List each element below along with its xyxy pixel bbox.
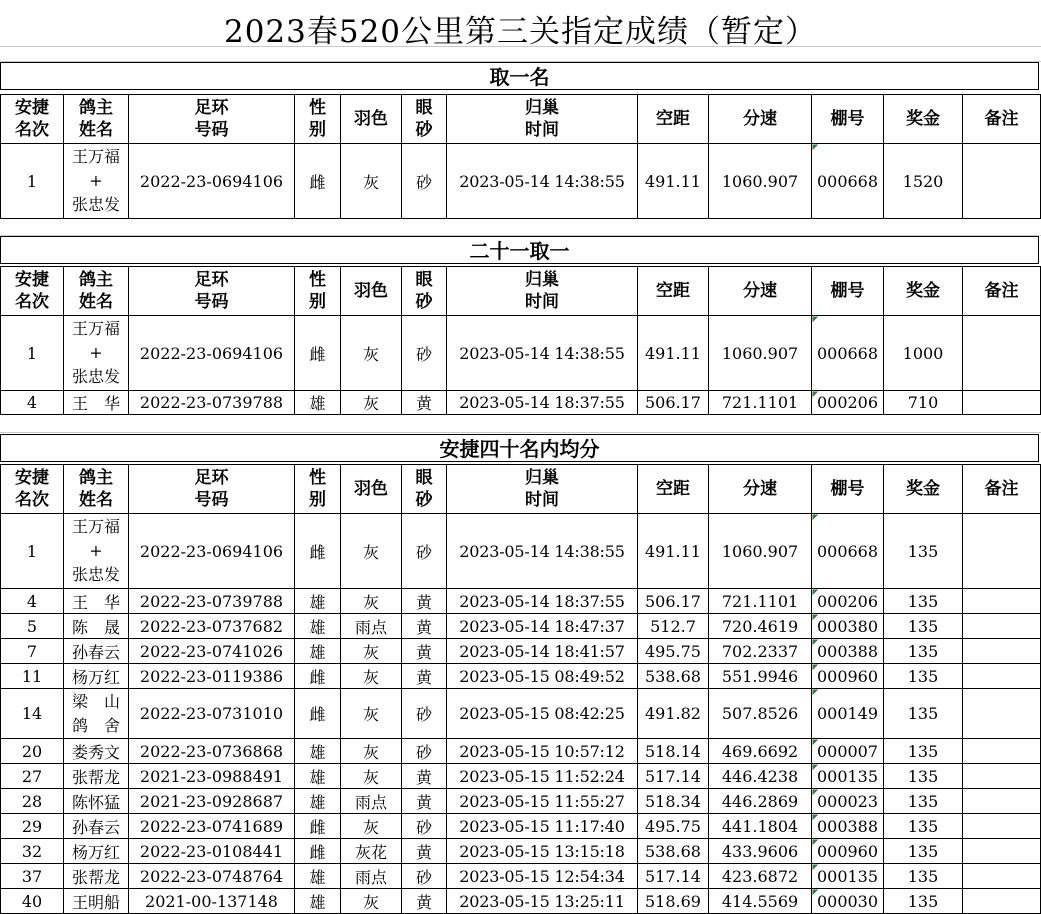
cell-eye: 黄 — [402, 889, 447, 914]
cell-eye: 砂 — [402, 144, 447, 219]
cell-distance: 512.7 — [638, 614, 709, 639]
cell-loft: 000388 — [812, 814, 884, 839]
cell-prize: 135 — [884, 589, 963, 614]
cell-speed: 469.6692 — [709, 739, 812, 764]
cell-loft: 000668 — [812, 316, 884, 391]
table-row — [1, 514, 1041, 589]
cell-prize: 135 — [884, 514, 963, 589]
cell-eye: 黄 — [402, 664, 447, 689]
cell-prize: 135 — [884, 789, 963, 814]
cell-sex: 雄 — [295, 739, 341, 764]
owner-name: 王万福 + 张忠发 — [71, 147, 120, 214]
column-header-color: 羽色 — [341, 465, 402, 514]
cell-rank: 29 — [1, 814, 64, 839]
cell-note — [963, 864, 1041, 889]
cell-ring: 2022-23-0748764 — [129, 864, 295, 889]
cell-prize: 135 — [884, 689, 963, 739]
results-table — [0, 94, 1041, 219]
cell-prize: 135 — [884, 639, 963, 664]
cell-loft: 000668 — [812, 144, 884, 219]
column-header-owner: 鸽主 姓名 — [64, 465, 129, 514]
cell-ring: 2022-23-0741689 — [129, 814, 295, 839]
cell-sex: 雄 — [295, 789, 341, 814]
cell-prize: 135 — [884, 839, 963, 864]
cell-time: 2023-05-15 10:57:12 — [447, 739, 638, 764]
header-row — [1, 95, 1041, 144]
results-table — [0, 464, 1041, 914]
cell-prize: 1000 — [884, 316, 963, 391]
cell-eye: 黄 — [402, 589, 447, 614]
table-row — [1, 589, 1041, 614]
table-row — [1, 864, 1041, 889]
cell-eye: 砂 — [402, 514, 447, 589]
cell-loft: 000135 — [812, 864, 884, 889]
cell-prize: 135 — [884, 614, 963, 639]
page-title: 2023春520公里第三关指定成绩（暂定） — [223, 14, 818, 50]
cell-speed: 507.8526 — [709, 689, 812, 739]
cell-speed: 423.6872 — [709, 864, 812, 889]
cell-distance: 518.34 — [638, 789, 709, 814]
cell-owner: 陈怀猛 — [64, 789, 129, 814]
cell-owner — [64, 689, 129, 739]
cell-time: 2023-05-14 14:38:55 — [447, 514, 638, 589]
cell-loft: 000007 — [812, 739, 884, 764]
cell-ring: 2022-23-0739788 — [129, 391, 295, 415]
cell-owner: 王 华 — [64, 589, 129, 614]
cell-time: 2023-05-15 11:55:27 — [447, 789, 638, 814]
cell-speed: 1060.907 — [709, 316, 812, 391]
column-header-color: 羽色 — [341, 95, 402, 144]
cell-prize: 135 — [884, 889, 963, 914]
cell-note — [963, 814, 1041, 839]
column-header-rank: 安捷 名次 — [1, 465, 64, 514]
cell-rank: 20 — [1, 739, 64, 764]
cell-sex: 雌 — [295, 689, 341, 739]
cell-note — [963, 316, 1041, 391]
cell-color: 灰花 — [341, 839, 402, 864]
table-row — [1, 689, 1041, 739]
cell-eye: 砂 — [402, 316, 447, 391]
cell-loft: 000388 — [812, 639, 884, 664]
cell-speed: 441.1804 — [709, 814, 812, 839]
cell-time: 2023-05-15 12:54:34 — [447, 864, 638, 889]
cell-note — [963, 514, 1041, 589]
cell-note — [963, 144, 1041, 219]
cell-distance: 491.11 — [638, 144, 709, 219]
cell-color: 雨点 — [341, 789, 402, 814]
cell-eye: 黄 — [402, 614, 447, 639]
cell-sex: 雌 — [295, 316, 341, 391]
column-header-ring: 足环 号码 — [129, 95, 295, 144]
cell-loft: 000206 — [812, 391, 884, 415]
cell-rank: 37 — [1, 864, 64, 889]
cell-color: 灰 — [341, 316, 402, 391]
column-header-sex: 性 别 — [295, 267, 341, 316]
cell-ring: 2022-23-0119386 — [129, 664, 295, 689]
cell-rank: 5 — [1, 614, 64, 639]
cell-rank: 28 — [1, 789, 64, 814]
table-row — [1, 814, 1041, 839]
cell-rank: 1 — [1, 316, 64, 391]
table-row — [1, 789, 1041, 814]
cell-sex: 雄 — [295, 614, 341, 639]
cell-owner: 娄秀文 — [64, 739, 129, 764]
cell-distance: 506.17 — [638, 391, 709, 415]
column-header-prize: 奖金 — [884, 267, 963, 316]
spacer-row — [0, 47, 1041, 62]
cell-eye: 黄 — [402, 839, 447, 864]
table-row — [1, 764, 1041, 789]
cell-distance: 538.68 — [638, 664, 709, 689]
cell-distance: 518.69 — [638, 889, 709, 914]
cell-speed: 721.1101 — [709, 589, 812, 614]
cell-ring: 2022-23-0694106 — [129, 144, 295, 219]
cell-color: 灰 — [341, 589, 402, 614]
table-row — [1, 316, 1041, 391]
cell-time: 2023-05-15 11:52:24 — [447, 764, 638, 789]
cell-note — [963, 639, 1041, 664]
cell-time: 2023-05-14 18:37:55 — [447, 589, 638, 614]
cell-speed: 702.2337 — [709, 639, 812, 664]
cell-speed: 720.4619 — [709, 614, 812, 639]
column-header-distance: 空距 — [638, 267, 709, 316]
cell-time: 2023-05-14 14:38:55 — [447, 316, 638, 391]
cell-color: 灰 — [341, 664, 402, 689]
cell-speed: 414.5569 — [709, 889, 812, 914]
column-header-eye: 眼 砂 — [402, 95, 447, 144]
column-header-color: 羽色 — [341, 267, 402, 316]
column-header-loft: 棚号 — [812, 465, 884, 514]
cell-owner — [64, 514, 129, 589]
cell-loft: 000135 — [812, 764, 884, 789]
cell-prize: 135 — [884, 864, 963, 889]
table-row — [1, 391, 1041, 415]
cell-time: 2023-05-15 13:25:11 — [447, 889, 638, 914]
cell-speed: 721.1101 — [709, 391, 812, 415]
cell-rank: 1 — [1, 144, 64, 219]
cell-time: 2023-05-14 18:47:37 — [447, 614, 638, 639]
cell-color: 灰 — [341, 639, 402, 664]
cell-rank: 14 — [1, 689, 64, 739]
cell-rank: 32 — [1, 839, 64, 864]
title-row — [0, 0, 1041, 50]
cell-loft: 000380 — [812, 614, 884, 639]
cell-rank: 1 — [1, 514, 64, 589]
header-row — [1, 267, 1041, 316]
cell-sex: 雌 — [295, 144, 341, 219]
cell-ring: 2021-23-0928687 — [129, 789, 295, 814]
cell-time: 2023-05-15 08:42:25 — [447, 689, 638, 739]
cell-sex: 雌 — [295, 664, 341, 689]
cell-note — [963, 789, 1041, 814]
cell-owner: 孙春云 — [64, 814, 129, 839]
column-header-sex: 性 别 — [295, 95, 341, 144]
cell-ring: 2021-23-0988491 — [129, 764, 295, 789]
cell-speed: 1060.907 — [709, 144, 812, 219]
cell-eye: 砂 — [402, 814, 447, 839]
column-header-time: 归巢 时间 — [447, 267, 638, 316]
cell-rank: 7 — [1, 639, 64, 664]
cell-eye: 黄 — [402, 391, 447, 415]
cell-speed: 433.9606 — [709, 839, 812, 864]
cell-ring: 2022-23-0736868 — [129, 739, 295, 764]
cell-distance: 495.75 — [638, 639, 709, 664]
cell-loft: 000030 — [812, 889, 884, 914]
cell-owner — [64, 144, 129, 219]
cell-distance: 518.14 — [638, 739, 709, 764]
column-header-speed: 分速 — [709, 465, 812, 514]
cell-eye: 黄 — [402, 764, 447, 789]
cell-time: 2023-05-15 13:15:18 — [447, 839, 638, 864]
cell-eye: 砂 — [402, 864, 447, 889]
cell-color: 灰 — [341, 889, 402, 914]
cell-prize: 135 — [884, 739, 963, 764]
owner-name: 王万福 + 张忠发 — [71, 319, 120, 386]
column-header-loft: 棚号 — [812, 267, 884, 316]
header-row — [1, 465, 1041, 514]
cell-note — [963, 664, 1041, 689]
cell-time: 2023-05-14 14:38:55 — [447, 144, 638, 219]
column-header-prize: 奖金 — [884, 465, 963, 514]
table-row — [1, 889, 1041, 914]
cell-color: 灰 — [341, 391, 402, 415]
column-header-speed: 分速 — [709, 95, 812, 144]
cell-speed: 551.9946 — [709, 664, 812, 689]
cell-ring: 2022-23-0731010 — [129, 689, 295, 739]
cell-loft: 000960 — [812, 664, 884, 689]
table-row — [1, 839, 1041, 864]
cell-note — [963, 839, 1041, 864]
spacer-row — [0, 416, 1041, 433]
column-header-eye: 眼 砂 — [402, 465, 447, 514]
cell-prize: 135 — [884, 814, 963, 839]
cell-color: 灰 — [341, 689, 402, 739]
column-header-sex: 性 别 — [295, 465, 341, 514]
cell-sex: 雌 — [295, 839, 341, 864]
cell-rank: 40 — [1, 889, 64, 914]
column-header-rank: 安捷 名次 — [1, 267, 64, 316]
cell-note — [963, 614, 1041, 639]
table-row — [1, 664, 1041, 689]
cell-owner: 张帮龙 — [64, 764, 129, 789]
cell-owner: 陈 晟 — [64, 614, 129, 639]
cell-sex: 雄 — [295, 864, 341, 889]
cell-owner: 王 华 — [64, 391, 129, 415]
cell-prize: 135 — [884, 764, 963, 789]
cell-loft: 000668 — [812, 514, 884, 589]
cell-prize: 710 — [884, 391, 963, 415]
cell-speed: 446.4238 — [709, 764, 812, 789]
cell-loft: 000960 — [812, 839, 884, 864]
table-row — [1, 739, 1041, 764]
cell-time: 2023-05-14 18:41:57 — [447, 639, 638, 664]
cell-sex: 雌 — [295, 514, 341, 589]
cell-prize: 1520 — [884, 144, 963, 219]
cell-eye: 砂 — [402, 739, 447, 764]
column-header-distance: 空距 — [638, 465, 709, 514]
cell-color: 灰 — [341, 144, 402, 219]
cell-distance: 538.68 — [638, 839, 709, 864]
owner-name: 梁 山 鸽 舍 — [71, 691, 120, 735]
cell-prize: 135 — [884, 664, 963, 689]
cell-eye: 黄 — [402, 789, 447, 814]
results-table — [0, 266, 1041, 415]
cell-note — [963, 889, 1041, 914]
cell-speed: 1060.907 — [709, 514, 812, 589]
cell-distance: 491.11 — [638, 514, 709, 589]
column-header-note: 备注 — [963, 267, 1041, 316]
cell-color: 雨点 — [341, 614, 402, 639]
column-header-ring: 足环 号码 — [129, 267, 295, 316]
spacer-row — [0, 219, 1041, 236]
cell-distance: 506.17 — [638, 589, 709, 614]
cell-color: 灰 — [341, 764, 402, 789]
section-heading: 安捷四十名内均分 — [0, 434, 1039, 462]
column-header-owner: 鸽主 姓名 — [64, 95, 129, 144]
column-header-ring: 足环 号码 — [129, 465, 295, 514]
cell-speed: 446.2869 — [709, 789, 812, 814]
cell-sex: 雄 — [295, 764, 341, 789]
column-header-loft: 棚号 — [812, 95, 884, 144]
table-row — [1, 639, 1041, 664]
cell-note — [963, 391, 1041, 415]
cell-note — [963, 739, 1041, 764]
cell-distance: 517.14 — [638, 764, 709, 789]
owner-name: 王万福 + 张忠发 — [71, 517, 120, 584]
cell-time: 2023-05-14 18:37:55 — [447, 391, 638, 415]
cell-loft: 000206 — [812, 589, 884, 614]
cell-owner: 杨万红 — [64, 664, 129, 689]
cell-color: 灰 — [341, 814, 402, 839]
column-header-owner: 鸽主 姓名 — [64, 267, 129, 316]
section-heading: 二十一取一 — [0, 236, 1039, 264]
cell-note — [963, 689, 1041, 739]
column-header-prize: 奖金 — [884, 95, 963, 144]
cell-distance: 491.82 — [638, 689, 709, 739]
cell-eye: 黄 — [402, 639, 447, 664]
cell-sex: 雄 — [295, 589, 341, 614]
cell-ring: 2022-23-0739788 — [129, 589, 295, 614]
cell-distance: 491.11 — [638, 316, 709, 391]
column-header-time: 归巢 时间 — [447, 95, 638, 144]
cell-owner: 张帮龙 — [64, 864, 129, 889]
cell-loft: 000149 — [812, 689, 884, 739]
cell-rank: 27 — [1, 764, 64, 789]
cell-color: 灰 — [341, 514, 402, 589]
cell-color: 灰 — [341, 739, 402, 764]
table-row — [1, 614, 1041, 639]
cell-sex: 雄 — [295, 639, 341, 664]
section-heading: 取一名 — [0, 62, 1039, 90]
cell-time: 2023-05-15 08:49:52 — [447, 664, 638, 689]
cell-owner: 杨万红 — [64, 839, 129, 864]
cell-sex: 雄 — [295, 391, 341, 415]
cell-owner: 王明船 — [64, 889, 129, 914]
cell-rank: 11 — [1, 664, 64, 689]
cell-rank: 4 — [1, 589, 64, 614]
cell-sex: 雄 — [295, 889, 341, 914]
cell-rank: 4 — [1, 391, 64, 415]
cell-distance: 495.75 — [638, 814, 709, 839]
column-header-note: 备注 — [963, 465, 1041, 514]
cell-ring: 2022-23-0741026 — [129, 639, 295, 664]
column-header-time: 归巢 时间 — [447, 465, 638, 514]
cell-distance: 517.14 — [638, 864, 709, 889]
column-header-rank: 安捷 名次 — [1, 95, 64, 144]
cell-loft: 000023 — [812, 789, 884, 814]
cell-ring: 2022-23-0737682 — [129, 614, 295, 639]
cell-eye: 砂 — [402, 689, 447, 739]
cell-note — [963, 764, 1041, 789]
table-row — [1, 144, 1041, 219]
column-header-note: 备注 — [963, 95, 1041, 144]
cell-color: 雨点 — [341, 864, 402, 889]
cell-owner — [64, 316, 129, 391]
column-header-distance: 空距 — [638, 95, 709, 144]
cell-ring: 2021-00-137148 — [129, 889, 295, 914]
cell-ring: 2022-23-0694106 — [129, 514, 295, 589]
cell-note — [963, 589, 1041, 614]
cell-time: 2023-05-15 11:17:40 — [447, 814, 638, 839]
column-header-eye: 眼 砂 — [402, 267, 447, 316]
cell-sex: 雌 — [295, 814, 341, 839]
cell-owner: 孙春云 — [64, 639, 129, 664]
column-header-speed: 分速 — [709, 267, 812, 316]
cell-ring: 2022-23-0108441 — [129, 839, 295, 864]
cell-ring: 2022-23-0694106 — [129, 316, 295, 391]
